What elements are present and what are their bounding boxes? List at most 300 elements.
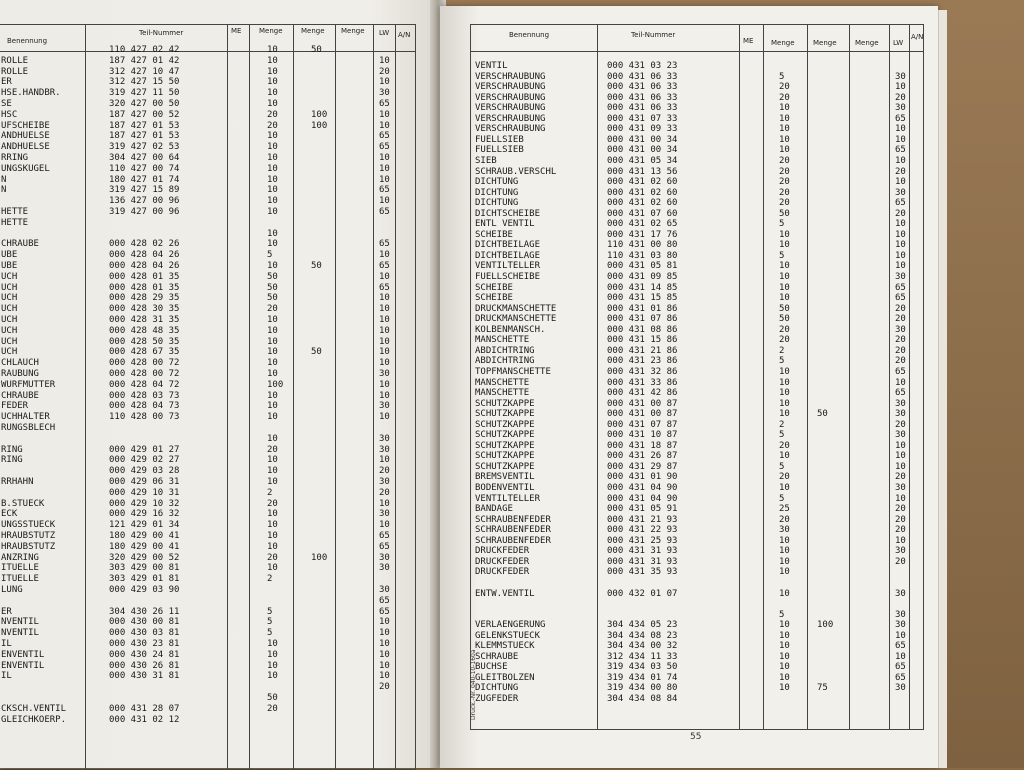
teil-nummer-cell: 000 431 06 33 [607,71,678,82]
lw-cell: 30 [379,585,390,595]
table-row [0,175,415,185]
header-me: ME [231,27,242,35]
benennung-cell: VERSCHRAUBUNG [475,113,546,124]
table-row [0,164,415,174]
benennung-cell: SCHUTZKAPPE [475,398,535,409]
benennung-cell: KLEMMSTUECK [475,641,535,652]
table-row [0,682,415,692]
menge-cell: 10 [267,531,278,541]
right-parts-table [470,24,924,730]
lw-cell: 30 [895,71,906,82]
benennung-cell: DICHTUNG [475,177,519,188]
lw-cell: 10 [895,451,906,462]
table-row [471,662,923,672]
teil-nummer-cell: 000 431 07 87 [607,419,678,430]
table-row [471,114,923,124]
table-row [0,315,415,325]
lw-cell: 20 [895,556,906,567]
teil-nummer-cell: 000 431 29 87 [607,461,678,472]
teil-nummer-cell: 000 431 00 87 [607,398,678,409]
lw-cell: 30 [895,620,906,631]
lw-cell: 30 [895,609,906,620]
teil-nummer-cell: 110 431 00 80 [607,240,678,251]
table-row [471,283,923,293]
benennung-cell: HSE.HANDBR. [1,88,61,99]
lw-cell: 10 [379,196,390,207]
lw-cell: 10 [379,109,390,120]
benennung-cell: UBE [1,250,18,261]
benennung-cell: SCHUTZKAPPE [475,419,535,430]
lw-cell: 10 [895,240,906,251]
table-row [0,499,415,509]
menge-cell: 20 [267,552,278,563]
table-row [471,610,923,620]
table-row [471,72,923,82]
menge-cell: 20 [267,498,278,509]
header-menge-3: Menge [341,27,365,35]
table-row [471,335,923,345]
lw-cell: 10 [895,377,906,388]
table-row [0,45,415,55]
lw-cell: 10 [379,163,390,174]
lw-cell: 30 [379,88,390,99]
lw-cell: 30 [895,683,906,694]
benennung-cell: HETTE [1,217,29,228]
teil-nummer-cell: 000 431 02 65 [607,219,678,230]
teil-nummer-cell: 000 430 31 81 [109,671,180,682]
lw-cell: 10 [379,520,390,531]
benennung-cell: ANDHUELSE [1,142,50,153]
table-row [0,196,415,206]
menge-cell: 10 [267,433,278,444]
benennung-cell: SCHEIBE [475,229,513,240]
lw-cell: 65 [895,672,906,683]
benennung-cell: HRAUBSTUTZ [1,541,56,552]
table-row [0,229,415,239]
lw-cell: 20 [895,514,906,525]
lw-cell: 20 [895,356,906,367]
lw-cell: 10 [379,55,390,66]
lw-cell: 10 [895,461,906,472]
benennung-cell: SCHRAUBE [475,651,519,662]
lw-cell: 10 [379,120,390,131]
table-row [0,617,415,627]
teil-nummer-cell: 110 427 00 74 [109,163,180,174]
menge-cell: 2 [779,345,785,356]
table-row [471,388,923,398]
table-row [0,563,415,573]
table-row [471,504,923,514]
menge-cell: 20 [779,324,790,335]
teil-nummer-cell: 000 428 31 35 [109,315,180,325]
benennung-cell: UCH [1,282,18,293]
menge-cell: 10 [267,477,278,487]
print-code: Druck.-Nr. 040-10-160a [470,649,477,720]
teil-nummer-cell: 000 430 00 81 [109,617,180,628]
teil-nummer-cell: 000 431 42 86 [607,388,678,399]
lw-cell: 10 [379,671,390,682]
teil-nummer-cell: 319 434 01 74 [607,672,678,683]
lw-cell: 65 [895,388,906,399]
benennung-cell: VENTIL [475,61,508,71]
benennung-cell: SE [1,99,12,109]
benennung-cell: UNGSSTUECK [1,520,56,531]
menge-cell: 10 [267,185,278,196]
table-row [471,61,923,71]
lw-cell: 30 [895,324,906,335]
menge-cell: 10 [779,672,790,683]
benennung-cell: ZUGFEDER [475,694,519,704]
table-row [0,671,415,681]
benennung-cell: DICHTUNG [475,198,519,209]
lw-cell: 10 [379,77,390,88]
menge-cell: 20 [779,472,790,483]
teil-nummer-cell: 000 431 31 93 [607,546,678,557]
lw-cell: 10 [379,304,390,315]
teil-nummer-cell: 110 427 02 42 [109,45,180,55]
benennung-cell: SCHEIBE [475,282,513,293]
table-row [0,110,415,120]
menge-2-cell: 50 [311,347,322,358]
lw-cell: 20 [895,314,906,325]
table-row [0,391,415,401]
table-row [0,207,415,217]
table-row [0,455,415,465]
table-row [471,567,923,577]
header-an: A/N [398,31,411,39]
benennung-cell: DICHTUNG [475,187,519,198]
teil-nummer-cell: 000 431 22 93 [607,525,678,536]
menge-cell: 20 [267,120,278,131]
table-row [471,124,923,134]
table-row [471,536,923,546]
benennung-cell: FUELLSCHEIBE [475,272,541,282]
teil-nummer-cell: 000 429 10 31 [109,487,180,498]
teil-nummer-cell: 121 429 01 34 [109,520,180,531]
benennung-cell: GLEITBOLZEN [475,672,535,683]
benennung-cell: IL [1,671,12,682]
teil-nummer-cell: 304 434 08 23 [607,630,678,641]
benennung-cell: NVENTIL [1,628,39,639]
lw-cell: 10 [379,325,390,336]
menge-2-cell: 50 [311,45,322,55]
benennung-cell: UCH [1,347,18,358]
table-row [471,546,923,556]
teil-nummer-cell: 110 428 00 73 [109,412,180,423]
menge-cell: 25 [779,504,790,515]
lw-cell: 10 [379,455,390,466]
table-row [471,652,923,662]
header-menge-1: Menge [771,39,795,47]
menge-cell: 10 [267,315,278,325]
teil-nummer-cell: 000 431 04 90 [607,483,678,493]
table-row [0,628,415,638]
lw-cell: 10 [895,493,906,504]
teil-nummer-cell: 000 431 07 33 [607,113,678,124]
table-row [471,304,923,314]
table-row [0,347,415,357]
menge-cell: 20 [267,703,278,714]
table-row [0,293,415,303]
menge-cell: 10 [267,142,278,153]
lw-cell: 10 [379,617,390,628]
menge-cell: 10 [267,174,278,185]
menge-cell: 10 [779,556,790,567]
lw-cell: 10 [895,440,906,451]
lw-cell: 10 [895,177,906,188]
table-row [471,198,923,208]
lw-cell: 65 [379,531,390,541]
lw-cell: 30 [379,563,390,574]
menge-cell: 10 [779,229,790,240]
teil-nummer-cell: 187 427 00 52 [109,109,180,120]
lw-cell: 30 [379,369,390,379]
teil-nummer-cell: 000 428 67 35 [109,347,180,358]
table-row [471,145,923,155]
menge-cell: 20 [267,444,278,455]
teil-nummer-cell: 000 431 03 23 [607,61,678,71]
menge-cell: 20 [267,304,278,315]
table-row [471,515,923,525]
lw-cell: 65 [379,261,390,271]
benennung-cell: KOLBENMANSCH. [475,324,546,335]
menge-cell: 20 [779,166,790,177]
menge-cell: 20 [267,109,278,120]
table-row [0,520,415,530]
teil-nummer-cell: 000 431 23 86 [607,356,678,367]
header-menge-1: Menge [259,27,283,35]
menge-cell: 10 [779,282,790,293]
menge-cell: 10 [779,293,790,304]
header-lw: LW [893,39,904,47]
teil-nummer-cell: 000 431 17 76 [607,229,678,240]
benennung-cell: RRHAHN [1,477,34,487]
benennung-cell: VERSCHRAUBUNG [475,71,546,82]
table-row [471,325,923,335]
teil-nummer-cell: 000 431 28 07 [109,703,180,714]
table-row [471,188,923,198]
menge-cell: 10 [779,588,790,599]
menge-cell: 20 [779,514,790,525]
menge-2-cell: 100 [311,120,328,131]
menge-2-cell: 75 [817,683,828,694]
teil-nummer-cell: 000 429 03 28 [109,466,180,477]
menge-cell: 50 [267,282,278,293]
teil-nummer-cell: 320 427 00 50 [109,99,180,109]
table-row [0,99,415,109]
benennung-cell: LUNG [1,585,23,595]
teil-nummer-cell: 319 427 00 96 [109,207,180,217]
menge-cell: 5 [267,617,273,628]
table-row [0,553,415,563]
teil-nummer-cell: 000 431 06 33 [607,103,678,114]
benennung-cell: UCH [1,293,18,304]
table-row [471,430,923,440]
teil-nummer-cell: 000 431 01 86 [607,303,678,314]
menge-cell: 5 [779,609,785,620]
benennung-cell: SCHUTZKAPPE [475,461,535,472]
teil-nummer-cell: 304 434 00 32 [607,641,678,652]
menge-cell: 10 [779,535,790,546]
table-row [0,596,415,606]
menge-cell: 10 [779,366,790,377]
teil-nummer-cell: 000 431 00 34 [607,145,678,156]
teil-nummer-cell: 000 432 01 07 [607,588,678,599]
teil-nummer-cell: 110 431 03 80 [607,250,678,261]
lw-cell: 10 [895,651,906,662]
teil-nummer-cell: 000 428 02 26 [109,239,180,250]
table-row [471,620,923,630]
benennung-cell: ER [1,606,12,617]
menge-cell: 20 [779,92,790,103]
teil-nummer-cell: 319 427 02 53 [109,142,180,153]
lw-cell: 10 [379,412,390,423]
benennung-cell: RUNGSBLECH [1,423,56,433]
menge-cell: 10 [267,163,278,174]
benennung-cell: CHRAUBE [1,239,39,250]
benennung-cell: BANDAGE [475,504,513,515]
benennung-cell: ER [1,77,12,88]
table-row [471,451,923,461]
teil-nummer-cell: 000 431 15 86 [607,335,678,346]
table-row [0,239,415,249]
benennung-cell: HETTE [1,207,29,217]
lw-cell: 10 [895,250,906,261]
lw-cell: 10 [379,347,390,358]
table-row [0,358,415,368]
menge-cell: 10 [267,466,278,477]
table-row [471,441,923,451]
menge-cell: 20 [779,177,790,188]
menge-cell: 50 [267,293,278,304]
lw-cell: 10 [895,124,906,135]
teil-nummer-cell: 319 434 00 80 [607,683,678,694]
table-row [0,56,415,66]
table-row [0,445,415,455]
benennung-cell: TOPFMANSCHETTE [475,366,551,377]
teil-nummer-cell: 000 431 09 33 [607,124,678,135]
lw-cell: 30 [379,433,390,444]
lw-cell: 20 [895,335,906,346]
table-row [0,531,415,541]
lw-cell: 30 [895,430,906,441]
benennung-cell: BUCHSE [475,662,508,673]
table-row [0,304,415,314]
teil-nummer-cell: 000 431 21 93 [607,514,678,525]
benennung-cell: DRUCKMANSCHETTE [475,314,557,325]
benennung-cell: RING [1,455,23,466]
lw-cell: 20 [379,487,390,498]
benennung-cell: DRUCKMANSCHETTE [475,303,557,314]
menge-cell: 10 [779,451,790,462]
benennung-cell: ROLLE [1,66,29,77]
benennung-cell: BODENVENTIL [475,483,535,493]
benennung-cell: VERSCHRAUBUNG [475,82,546,93]
menge-cell: 30 [779,525,790,536]
benennung-cell: ROLLE [1,55,29,66]
benennung-cell: CKSCH.VENTIL [1,703,67,714]
benennung-cell: VERLAENGERUNG [475,620,546,631]
benennung-cell: ENVENTIL [1,660,45,671]
benennung-cell: DRUCKFEDER [475,556,530,567]
benennung-cell: ABDICHTRING [475,345,535,356]
menge-cell: 50 [267,271,278,282]
teil-nummer-cell: 304 434 08 84 [607,694,678,704]
teil-nummer-cell: 000 429 02 27 [109,455,180,466]
menge-2-cell: 100 [311,109,328,120]
teil-nummer-cell: 000 431 02 60 [607,187,678,198]
table-row [0,477,415,487]
table-row [0,131,415,141]
table-row [471,103,923,113]
lw-cell: 10 [379,390,390,401]
lw-cell: 65 [895,366,906,377]
menge-cell: 10 [267,509,278,520]
teil-nummer-cell: 000 431 01 90 [607,472,678,483]
lw-cell: 20 [379,466,390,477]
teil-nummer-cell: 000 431 08 86 [607,324,678,335]
menge-2-cell: 50 [817,409,828,420]
header-me: ME [743,37,754,45]
lw-cell: 20 [895,525,906,536]
teil-nummer-cell: 319 434 03 50 [607,662,678,673]
menge-cell: 50 [779,303,790,314]
teil-nummer-cell: 304 427 00 64 [109,153,180,163]
teil-nummer-cell: 000 431 10 87 [607,430,678,441]
benennung-cell: GLEICHKOERP. [1,714,67,725]
benennung-cell: MANSCHETTE [475,377,530,388]
lw-cell: 30 [895,103,906,114]
table-row [471,462,923,472]
benennung-cell: B.STUECK [1,498,45,509]
benennung-cell: HSC [1,109,18,120]
table-row [0,67,415,77]
benennung-cell: DRUCKFEDER [475,567,530,578]
benennung-cell: VERSCHRAUBUNG [475,92,546,103]
table-row [0,466,415,476]
teil-nummer-cell: 312 427 10 47 [109,66,180,77]
teil-nummer-cell: 000 431 05 34 [607,155,678,166]
header-menge-2: Menge [301,27,325,35]
benennung-cell: NVENTIL [1,617,39,628]
table-row [0,542,415,552]
benennung-cell: VERSCHRAUBUNG [475,103,546,114]
table-row [471,557,923,567]
table-row [471,82,923,92]
menge-cell: 10 [267,358,278,369]
benennung-cell: UCH [1,315,18,325]
benennung-cell: SCHUTZKAPPE [475,430,535,441]
table-row [0,607,415,617]
header-menge-2: Menge [813,39,837,47]
teil-nummer-cell: 180 429 00 41 [109,531,180,541]
lw-cell: 20 [895,504,906,515]
teil-nummer-cell: 000 428 00 72 [109,358,180,369]
menge-cell: 5 [779,430,785,441]
table-row [471,167,923,177]
menge-cell: 10 [779,272,790,282]
table-row [0,261,415,271]
lw-cell: 65 [379,142,390,153]
table-row [471,378,923,388]
menge-cell: 10 [267,541,278,552]
lw-cell: 20 [379,66,390,77]
teil-nummer-cell: 304 434 05 23 [607,620,678,631]
menge-cell: 50 [267,693,278,703]
teil-nummer-cell: 000 429 10 32 [109,498,180,509]
menge-cell: 10 [779,377,790,388]
header-lw: LW [379,29,390,37]
